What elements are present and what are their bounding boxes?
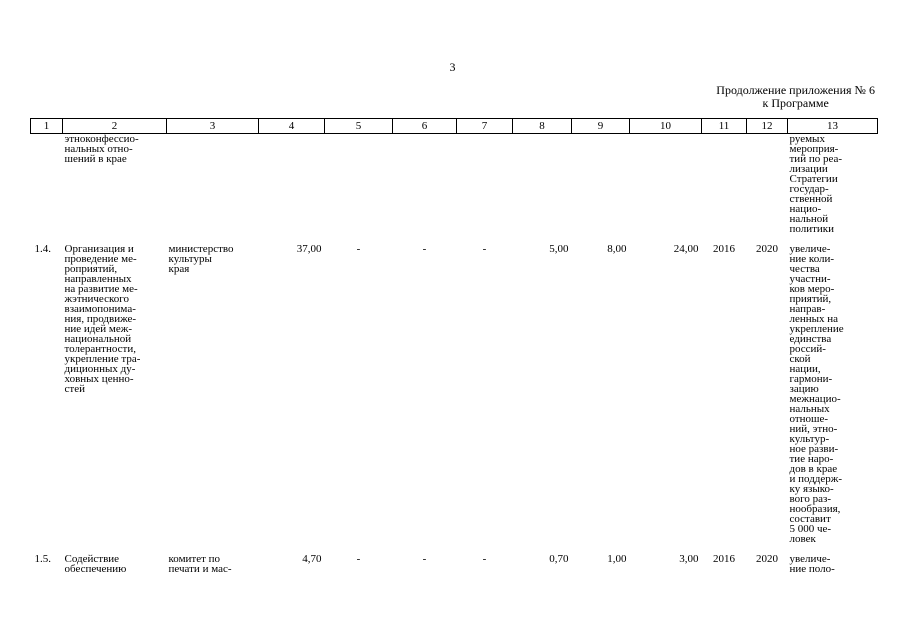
continuation-row — [31, 134, 878, 235]
event-name: Организация и проведение ме- роприятий, направленных на развитие ме- жэтнического взаимопонима- ния, продвиже- ние идей меж- национальной толерантности, укрепление тра- диционных ду- ховных ценно- стей — [64, 243, 141, 395]
funding-col6: - — [422, 553, 427, 565]
funding-total: 37,00 — [296, 243, 322, 255]
continued-result-text: руемых мероприя- тий по реа- лизации Стратегии государ- ственной нацио- нальной политики — [789, 133, 843, 235]
funding-col5: - — [356, 553, 361, 565]
funding-col6: - — [422, 243, 427, 255]
funding-col8: 0,70 — [549, 553, 569, 565]
table-header-row — [31, 119, 878, 134]
responsible-executor: комитет по печати и мас- — [168, 553, 232, 575]
column-header: 7 — [457, 119, 513, 134]
start-year: 2016 — [713, 553, 735, 565]
appendix-heading-line2: к Программе — [762, 96, 829, 110]
column-header: 1 — [31, 119, 63, 134]
continued-event-name: этноконфессио- нальных отно- шений в крае — [64, 133, 139, 165]
end-year: 2020 — [756, 553, 778, 565]
appendix-heading — [716, 84, 875, 110]
event-name: Содействие обеспечению — [64, 553, 127, 575]
responsible-executor: министерство культуры края — [168, 243, 234, 275]
row-number: 1.5. — [34, 553, 51, 565]
column-header: 6 — [393, 119, 457, 134]
page-number: 3 — [449, 60, 456, 74]
column-header: 12 — [747, 119, 788, 134]
table-row — [31, 554, 878, 574]
funding-col9: 1,00 — [607, 553, 627, 565]
funding-col8: 5,00 — [549, 243, 569, 255]
funding-col10: 3,00 — [679, 553, 699, 565]
column-header: 9 — [572, 119, 630, 134]
column-header: 5 — [325, 119, 393, 134]
program-table — [30, 118, 878, 574]
expected-result: увеличе- ние коли- чества участни- ков меро- приятий, направ- ленных на укрепление единства россий- ской нации, гармони- зацию межнацио- нальных отноше- ний, этно- культур- ное разви- тие наро- дов в крае и поддерж- ку языко- вого раз- нообразия, составит 5 000 че- ловек — [789, 243, 844, 545]
column-header: 10 — [630, 119, 702, 134]
table-row — [31, 244, 878, 544]
funding-col7: - — [482, 243, 487, 255]
column-header: 3 — [167, 119, 259, 134]
row-number: 1.4. — [34, 243, 51, 255]
column-header: 2 — [63, 119, 167, 134]
start-year: 2016 — [713, 243, 735, 255]
end-year: 2020 — [756, 243, 778, 255]
funding-col10: 24,00 — [673, 243, 699, 255]
funding-total: 4,70 — [302, 553, 322, 565]
funding-col9: 8,00 — [607, 243, 627, 255]
column-header: 11 — [702, 119, 747, 134]
row-spacer — [31, 234, 878, 244]
appendix-heading-line1: Продолжение приложения № 6 — [716, 83, 875, 97]
expected-result: увеличе- ние поло- — [789, 553, 835, 575]
row-spacer — [31, 544, 878, 554]
column-header: 13 — [788, 119, 878, 134]
column-header: 8 — [513, 119, 572, 134]
column-header: 4 — [259, 119, 325, 134]
funding-col5: - — [356, 243, 361, 255]
funding-col7: - — [482, 553, 487, 565]
